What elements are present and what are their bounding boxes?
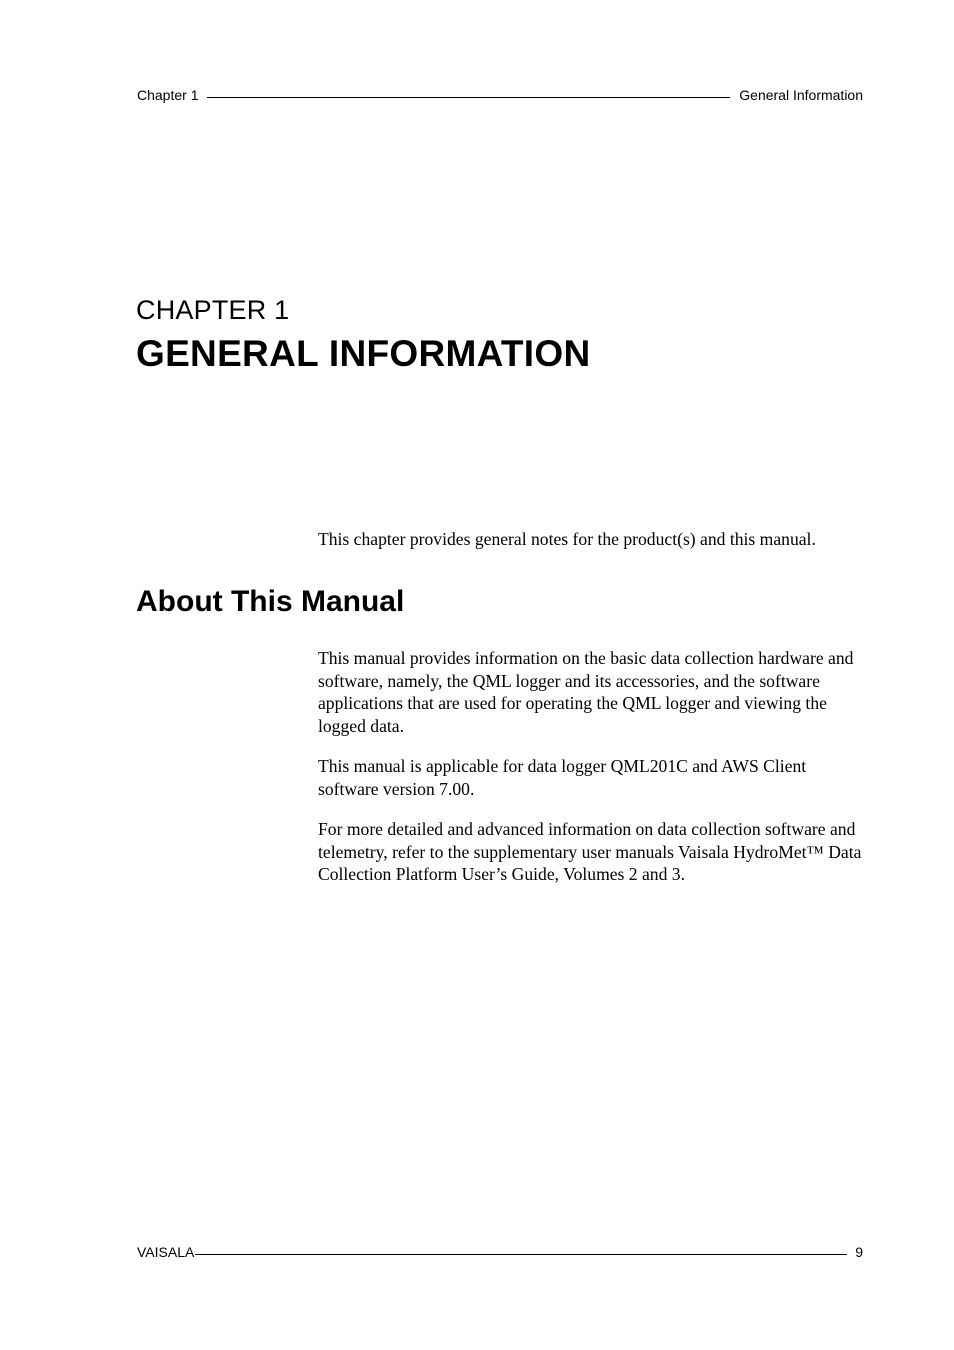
footer-rule [195,1254,847,1255]
header-rule [207,97,730,98]
header-section-title: General Information [739,87,863,103]
chapter-title: GENERAL INFORMATION [136,333,591,374]
page-header [137,87,863,104]
paragraph: This manual provides information on the basic data collection hardware and software, namely, the QML logger and its accessories, and the software applications that are used for operating the QML logger and viewing the logged data. [318,648,854,736]
section-body [318,647,868,904]
page-footer [137,1244,863,1261]
chapter-number: CHAPTER 1 [136,295,290,325]
paragraph: For more detailed and advanced information on data collection software and telemetry, refer to the supplementary user manuals Vaisala HydroMet™ Data Collection Platform User’s Guide, Volumes 2 and 3. [318,819,862,884]
section-heading: About This Manual [136,585,405,618]
header-chapter-label: Chapter 1 [137,87,199,103]
footer-company: VAISALA [137,1244,195,1260]
chapter-intro: This chapter provides general notes for the product(s) and this manual. [318,529,816,549]
paragraph: This manual is applicable for data logger QML201C and AWS Client software version 7.00. [318,756,807,799]
page-number: 9 [855,1244,863,1260]
